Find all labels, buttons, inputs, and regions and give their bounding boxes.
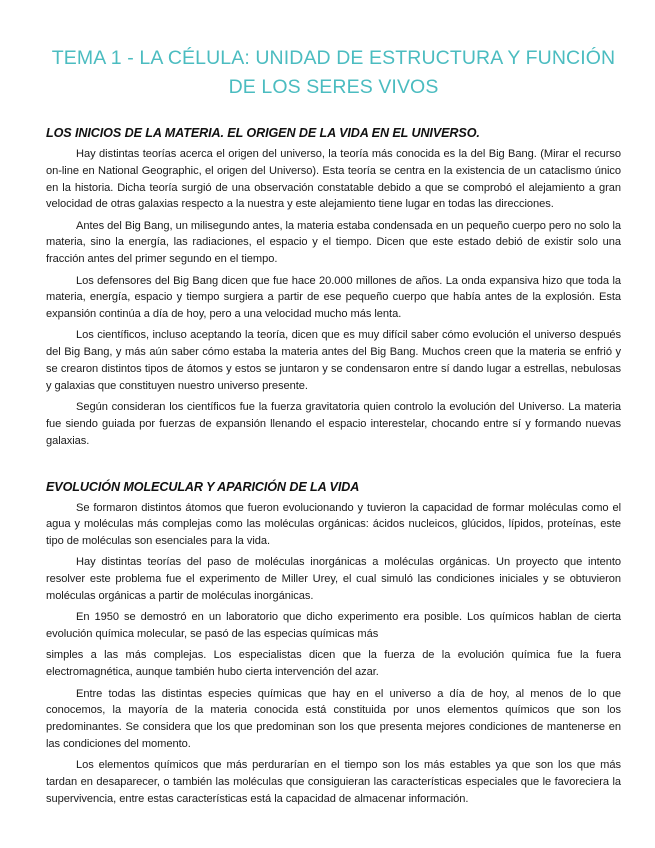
- paragraph: simples a las más complejas. Los especialistas dicen que la fuerza de la evolución química fue la fuera electromagnética, aunque también hubo cierta intervención del azar.: [46, 649, 621, 679]
- paragraph: En 1950 se demostró en un laboratorio que dicho experimento era posible. Los químicos hablan de cierta evolución química molecular, se pasó de las especias químicas más: [46, 611, 621, 641]
- paragraph: Entre todas las distintas especies químicas que hay en el universo a día de hoy, al menos de lo que conocemos, la mayoría de la materia conocida está constituida por unos elementos químicos que son los predominantes. Se considera que los que predominan son los que presenta mejores condiciones de mantenerse en las condiciones del momento.: [46, 687, 621, 750]
- paragraph: Los elementos químicos que más perdurarían en el tiempo son los más estables ya que son los que más tardan en desaparecer, o también las moléculas que consiguieran las características especiales que le favoreciera la supervivencia, entre estas características está la capacidad de almacenar información.: [46, 759, 621, 805]
- paragraph: Hay distintas teorías acerca el origen del universo, la teoría más conocida es la del Big Bang. (Mirar el recurso on-line en National Geographic, el origen del Universo). Esta teoría se centra en la existencia de un cataclismo único en la historia. Dicha teoría surgió de una observación constatable debido a que se comprobó el alejamiento a gran velocidad de otras galaxias respecto a la nuestra y este alejamiento tiene lugar en todas las direcciones.: [46, 148, 621, 211]
- paragraph: Hay distintas teorías del paso de moléculas inorgánicas a moléculas orgánicas. Un proyecto que intento resolver este problema fue el experimento de Miller Urey, el cual simuló las condiciones iniciales y se obtuvieron moléculas orgánicas a partir de moléculas inorgánicas.: [46, 556, 621, 603]
- paragraph: Se formaron distintos átomos que fueron evolucionando y tuvieron la capacidad de formar moléculas como el agua y moléculas más complejas como las moléculas orgánicas: ácidos nucleicos, glúcidos, lípidos, proteínas, este tipo de moléculas son esenciales para la vida.: [46, 501, 621, 548]
- section-heading-origins: LOS INICIOS DE LA MATERIA. EL ORIGEN DE LA VIDA EN EL UNIVERSO.: [46, 126, 480, 140]
- page-title: TEMA 1 - LA CÉLULA: UNIDAD DE ESTRUCTURA Y FUNCIÓN DE LOS SERES VIVOS: [51, 47, 616, 98]
- paragraph: Los científicos, incluso aceptando la teoría, dicen que es muy difícil saber cómo evolución el universo después del Big Bang, y más aún saber cómo estaba la materia antes del Big Bang. Muchos creen que la materia se enfrió y se crearon distintos tipos de átomos y estos se juntaron y se condensaron entre sí dando lugar a estrellas, nebulosas y galaxias que constituyen nuestro universo presente.: [46, 329, 621, 392]
- section-heading-evolution: EVOLUCIÓN MOLECULAR Y APARICIÓN DE LA VIDA: [46, 479, 360, 494]
- paragraph: Antes del Big Bang, un milisegundo antes, la materia estaba condensada en un pequeño cuerpo pero no solo la materia, sino la energía, las radiaciones, el espacio y el tiempo. Dicen que este estado debió de existir solo una fracción antes del primer segundo en el tiempo.: [46, 219, 621, 266]
- paragraph: Los defensores del Big Bang dicen que fue hace 20.000 millones de años. La onda expansiva hizo que toda la materia, energía, espacio y tiempo surgiera a partir de ese pequeño cuerpo que había antes de la explosión. Esta expansión continúa a día de hoy, pero a una velocidad mucho más lenta.: [46, 274, 621, 321]
- paragraph: Según consideran los científicos fue la fuerza gravitatoria quien controlo la evolución del Universo. La materia fue siendo guiada por fuerzas de expansión llenando el espacio interestelar, chocando entre sí y formando nuevas galaxias.: [46, 401, 621, 447]
